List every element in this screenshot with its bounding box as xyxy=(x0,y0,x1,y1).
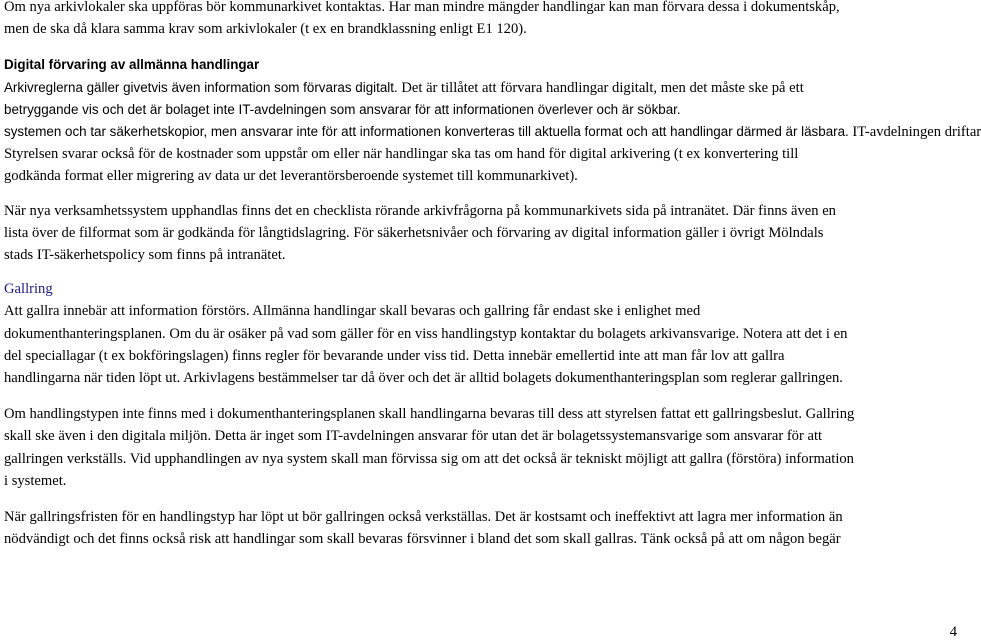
text-line: men de ska då klara samma krav som arkivlokaler (t ex en brandklassning enligt E1 120). xyxy=(4,21,527,38)
deadline-paragraph xyxy=(4,506,952,550)
text-run: systemen och tar säkerhetskopior, men ansvarar inte för att informationen konverteras till aktuella format och att handlingar därmed är läsbara. xyxy=(4,124,849,140)
checklist-paragraph xyxy=(4,200,952,267)
text-line: Styrelsen svarar också för de kostnader som uppstår om eller när handlingar ska tas om hand för digital arkivering (t ex konvertering till xyxy=(4,146,799,163)
text-line: Om nya arkivlokaler ska uppföras bör kommunarkivet kontaktas. Har man mindre mängder handlingar kan man förvara dessa i dokumentskåp, xyxy=(4,0,840,15)
intro-paragraph xyxy=(4,0,952,40)
text-line: stads IT-säkerhetspolicy som finns på intranätet. xyxy=(4,247,286,264)
section-heading-gallring: Gallring xyxy=(4,281,53,298)
text-run: Arkivreglerna gäller givetvis även information som förvaras digitalt. xyxy=(4,79,398,95)
document-page xyxy=(4,0,981,550)
text-line: nödvändigt och det finns också risk att handlingar som skall bevaras försvinner i bland det som skall gallras. Tänk också på att om någon begär xyxy=(4,531,841,548)
text-line: dokumenthanteringsplanen. Om du är osäker på vad som gäller för en viss handlingstyp kontaktar du bolagets arkivansvarige. Notera att det i en xyxy=(4,325,848,342)
gallring-section xyxy=(4,278,952,389)
text-line: Att gallra innebär att information förstörs. Allmänna handlingar skall bevaras och gallring får endast ske i enlighet med xyxy=(4,303,701,320)
not-in-plan-paragraph xyxy=(4,403,952,492)
text-line: i systemet. xyxy=(4,472,67,489)
text-line: gallringen verkställs. Vid upphandlingen av nya system skall man förvissa sig om att det också är tekniskt möjligt att gallra (förstöra) information xyxy=(4,450,854,467)
text-line: När nya verksamhetssystem upphandlas finns det en checklista rörande arkivfrågorna på kommunarkivets sida på intranätet. Där finns även en xyxy=(4,202,836,219)
digital-paragraph-serif xyxy=(4,143,952,187)
digital-section xyxy=(4,54,981,187)
text-line: När gallringsfristen för en handlingstyp har löpt ut bör gallringen också verkställas. Det är kostsamt och ineffektivt att lagra mer information än xyxy=(4,509,843,526)
text-line xyxy=(4,77,952,99)
page-number: 4 xyxy=(949,624,957,640)
text-line: del speciallagar (t ex bokföringslagen) finns regler för bevarande under viss tid. Detta innebär emellertid inte att man får lov att gallra xyxy=(4,347,785,364)
text-line: Om handlingstypen inte finns med i dokumenthanteringsplanen skall handlingarna bevaras till dess att styrelsen fattat ett gallringsbeslut. Gallring xyxy=(4,406,855,423)
gallring-paragraph xyxy=(4,300,952,389)
text-line: godkända format eller migrering av data ur det leverantörsberoende systemet till kommunarkivet). xyxy=(4,168,578,185)
text-line: handlingarna när tiden löpt ut. Arkivlagens bestämmelser tar då över och det är alltid bolagets dokumenthanteringsplan som reglerar gallringen. xyxy=(4,370,843,387)
text-line: skall ske även i den digitala miljön. Detta är inget som IT-avdelningen ansvarar för utan det är bolagetssystemansvarige som ansvarar för att xyxy=(4,428,823,445)
digital-paragraph xyxy=(4,77,981,144)
section-heading-digital: Digital förvaring av allmänna handlingar xyxy=(4,57,260,73)
text-line: betryggande vis och det är bolaget inte IT-avdelningen som ansvarar för att informationen överlever och är sökbar. xyxy=(4,101,681,117)
text-line: lista över de filformat som är godkända för långtidslagring. För säkerhetsnivåer och förvaring av digital information gäller i övrigt Mölndals xyxy=(4,224,824,241)
text-line xyxy=(4,121,981,143)
text-run: IT-avdelningen driftar xyxy=(848,124,981,141)
text-run: Det är tillåtet att förvara handlingar digitalt, men det måste ske på ett xyxy=(397,79,804,96)
